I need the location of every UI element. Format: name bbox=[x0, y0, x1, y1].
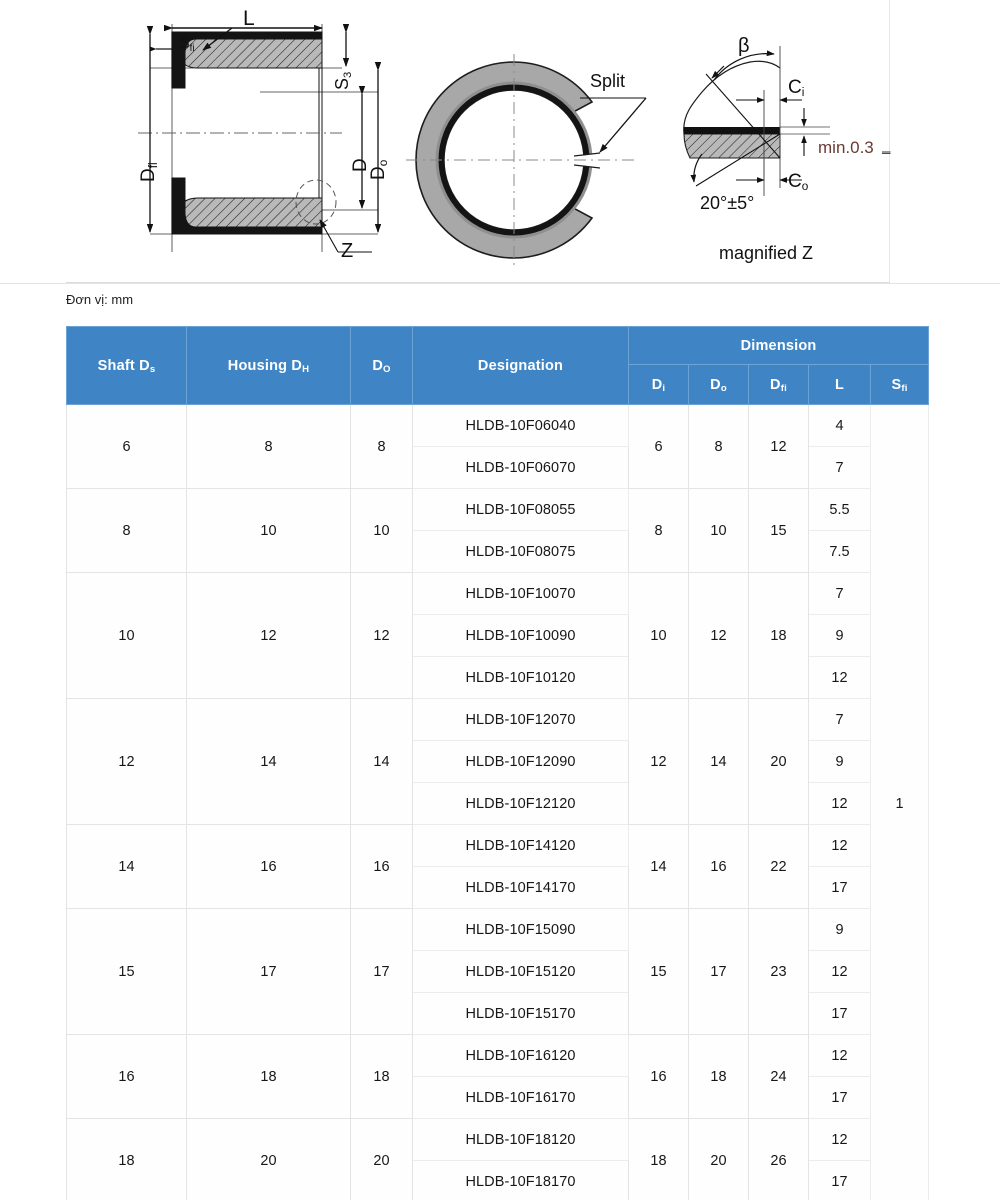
cell-do-outer: 20 bbox=[351, 1119, 413, 1200]
cell-designation: HLDB-10F14170 bbox=[413, 867, 629, 909]
cell-designation: HLDB-10F08055 bbox=[413, 489, 629, 531]
cell-di: 6 bbox=[629, 405, 689, 489]
table-row bbox=[67, 405, 929, 447]
cell-housing: 8 bbox=[187, 405, 351, 489]
label-Dfl: $D_{fl}$ bbox=[138, 162, 161, 182]
cell-dfi: 23 bbox=[749, 909, 809, 1035]
cell-l: 12 bbox=[809, 825, 871, 867]
cell-designation: HLDB-10F16170 bbox=[413, 1077, 629, 1119]
label-magnified-z-caption: magnified Z bbox=[719, 243, 814, 263]
cell-do: 18 bbox=[689, 1035, 749, 1119]
cell-do: 8 bbox=[689, 405, 749, 489]
header-dfi: $D_{fi}$ bbox=[749, 365, 809, 405]
cell-sfi: 1 bbox=[871, 405, 929, 1200]
cell-do-outer: 10 bbox=[351, 489, 413, 573]
header-sfi: $S_{fi}$ bbox=[871, 365, 929, 405]
cell-housing: 16 bbox=[187, 825, 351, 909]
cell-do-outer: 14 bbox=[351, 699, 413, 825]
cell-shaft: 10 bbox=[67, 573, 187, 699]
cell-dfi: 22 bbox=[749, 825, 809, 909]
cell-housing: 17 bbox=[187, 909, 351, 1035]
label-split: Split bbox=[590, 71, 626, 91]
label-Z-callout: Z bbox=[341, 240, 354, 262]
header-shaft-ds: Shaft $D_s$ bbox=[67, 327, 187, 405]
cell-l: 7 bbox=[809, 573, 871, 615]
label-S3: $S_3$ bbox=[332, 71, 355, 90]
header-dimension-group: Dimension bbox=[629, 327, 929, 365]
cell-do: 12 bbox=[689, 573, 749, 699]
flanged-bushing-section-drawing bbox=[110, 6, 410, 278]
cell-l: 9 bbox=[809, 741, 871, 783]
table-row bbox=[67, 489, 929, 531]
cell-l: 17 bbox=[809, 1077, 871, 1119]
cell-dfi: 18 bbox=[749, 573, 809, 699]
cell-l: 5.5 bbox=[809, 489, 871, 531]
cell-designation: HLDB-10F10120 bbox=[413, 657, 629, 699]
label-L: L bbox=[243, 7, 255, 30]
cell-l: 12 bbox=[809, 783, 871, 825]
table-row bbox=[67, 825, 929, 867]
table-row bbox=[67, 909, 929, 951]
table-row bbox=[67, 1035, 929, 1077]
cell-designation: HLDB-10F12070 bbox=[413, 699, 629, 741]
table-body bbox=[67, 405, 929, 1200]
cell-di: 8 bbox=[629, 489, 689, 573]
cell-di: 14 bbox=[629, 825, 689, 909]
cell-dfi: 12 bbox=[749, 405, 809, 489]
cell-l: 12 bbox=[809, 657, 871, 699]
cell-do: 17 bbox=[689, 909, 749, 1035]
label-angle-20deg: 20°±5° bbox=[700, 193, 755, 213]
cell-di: 15 bbox=[629, 909, 689, 1035]
cell-housing: 10 bbox=[187, 489, 351, 573]
cell-housing: 18 bbox=[187, 1035, 351, 1119]
cell-designation: HLDB-10F15120 bbox=[413, 951, 629, 993]
cell-do-outer: 8 bbox=[351, 405, 413, 489]
label-Do: $D_o$ bbox=[368, 159, 391, 180]
cell-housing: 12 bbox=[187, 573, 351, 699]
cell-di: 18 bbox=[629, 1119, 689, 1200]
label-min-thickness-note: min.0.3 bbox=[818, 138, 874, 157]
cell-do-outer: 16 bbox=[351, 825, 413, 909]
cell-designation: HLDB-10F08075 bbox=[413, 531, 629, 573]
cell-shaft: 16 bbox=[67, 1035, 187, 1119]
cell-housing: 14 bbox=[187, 699, 351, 825]
header-di: $D_i$ bbox=[629, 365, 689, 405]
cell-l: 12 bbox=[809, 1119, 871, 1161]
cell-l: 12 bbox=[809, 1035, 871, 1077]
cell-do: 14 bbox=[689, 699, 749, 825]
cell-designation: HLDB-10F10090 bbox=[413, 615, 629, 657]
cell-designation: HLDB-10F18170 bbox=[413, 1161, 629, 1200]
label-D: D bbox=[350, 158, 371, 172]
specification-table bbox=[66, 326, 929, 1200]
table-row bbox=[67, 1119, 929, 1161]
cell-dfi: 15 bbox=[749, 489, 809, 573]
cell-shaft: 8 bbox=[67, 489, 187, 573]
cell-designation: HLDB-10F10070 bbox=[413, 573, 629, 615]
cell-l: 9 bbox=[809, 909, 871, 951]
cell-l: 17 bbox=[809, 993, 871, 1035]
cell-l: 17 bbox=[809, 1161, 871, 1200]
label-Ci: $C_i$ bbox=[788, 77, 805, 100]
header-housing-dh: Housing $D_H$ bbox=[187, 327, 351, 405]
cell-do: 20 bbox=[689, 1119, 749, 1200]
cell-di: 10 bbox=[629, 573, 689, 699]
cell-designation: HLDB-10F06070 bbox=[413, 447, 629, 489]
label-beta: β bbox=[738, 35, 750, 57]
header-designation: Designation bbox=[413, 327, 629, 405]
header-do-outer: $D_O$ bbox=[351, 327, 413, 405]
cell-dfi: 20 bbox=[749, 699, 809, 825]
cell-do-outer: 17 bbox=[351, 909, 413, 1035]
header-do: $D_o$ bbox=[689, 365, 749, 405]
cell-designation: HLDB-10F12090 bbox=[413, 741, 629, 783]
cell-shaft: 18 bbox=[67, 1119, 187, 1200]
cell-housing: 20 bbox=[187, 1119, 351, 1200]
cell-designation: HLDB-10F16120 bbox=[413, 1035, 629, 1077]
header-l: L bbox=[809, 365, 871, 405]
cell-designation: HLDB-10F12120 bbox=[413, 783, 629, 825]
table-row bbox=[67, 699, 929, 741]
cell-di: 16 bbox=[629, 1035, 689, 1119]
cell-designation: HLDB-10F18120 bbox=[413, 1119, 629, 1161]
cell-do-outer: 18 bbox=[351, 1035, 413, 1119]
cell-l: 7.5 bbox=[809, 531, 871, 573]
cell-l: 17 bbox=[809, 867, 871, 909]
magnified-z-detail-drawing bbox=[668, 30, 848, 220]
cell-designation: HLDB-10F06040 bbox=[413, 405, 629, 447]
label-Sfi: $S_{fi}$ bbox=[179, 35, 195, 54]
unit-caption: Đơn vị: mm bbox=[66, 292, 134, 307]
cell-do-outer: 12 bbox=[351, 573, 413, 699]
table-row bbox=[67, 573, 929, 615]
cell-l: 7 bbox=[809, 447, 871, 489]
cell-l: 7 bbox=[809, 699, 871, 741]
diagram-band bbox=[0, 0, 1000, 284]
cell-do: 16 bbox=[689, 825, 749, 909]
cell-l: 4 bbox=[809, 405, 871, 447]
label-min-note-trailing-glyph: ‗ bbox=[882, 139, 891, 154]
cell-shaft: 12 bbox=[67, 699, 187, 825]
cell-designation: HLDB-10F15170 bbox=[413, 993, 629, 1035]
cell-l: 12 bbox=[809, 951, 871, 993]
cell-do: 10 bbox=[689, 489, 749, 573]
label-Co: $C_o$ bbox=[788, 171, 809, 194]
cell-dfi: 26 bbox=[749, 1119, 809, 1200]
cell-dfi: 24 bbox=[749, 1035, 809, 1119]
cell-shaft: 6 bbox=[67, 405, 187, 489]
table-header bbox=[67, 327, 929, 405]
cell-designation: HLDB-10F15090 bbox=[413, 909, 629, 951]
cell-shaft: 14 bbox=[67, 825, 187, 909]
cell-l: 9 bbox=[809, 615, 871, 657]
cell-di: 12 bbox=[629, 699, 689, 825]
cell-designation: HLDB-10F14120 bbox=[413, 825, 629, 867]
cell-shaft: 15 bbox=[67, 909, 187, 1035]
